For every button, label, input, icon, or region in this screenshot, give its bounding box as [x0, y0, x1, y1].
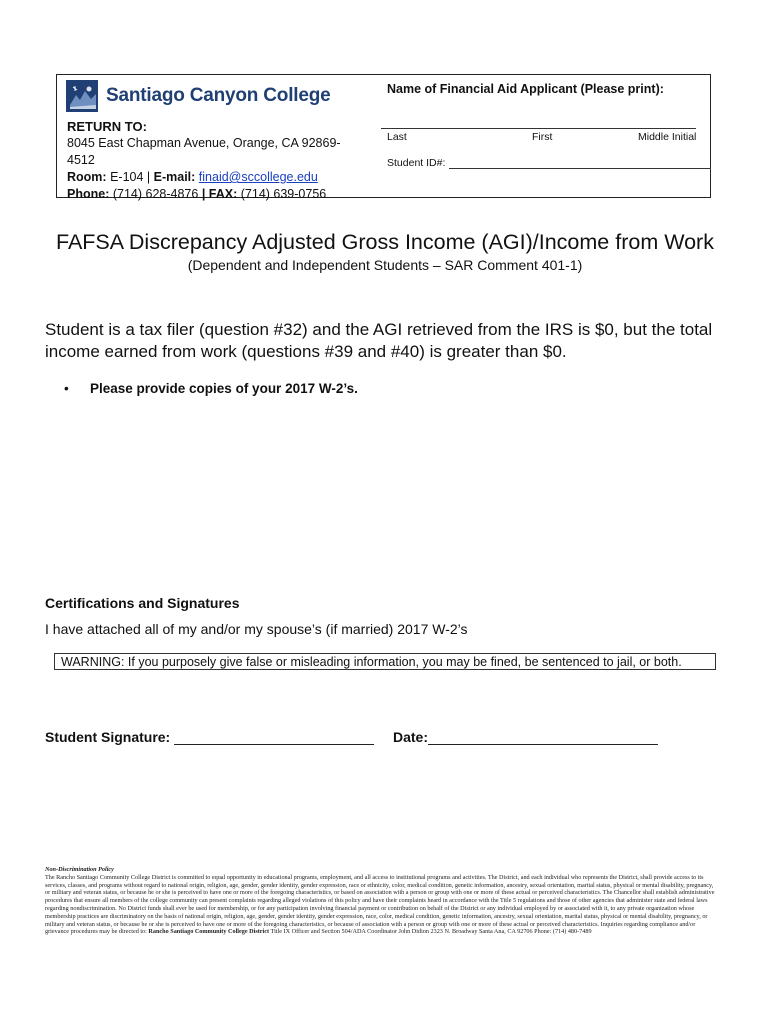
return-to-label: RETURN TO:	[67, 119, 147, 134]
certifications-text: I have attached all of my and/or my spouse’s (if married) 2017 W-2’s	[45, 621, 468, 637]
policy-title: Non-Discrimination Policy	[45, 866, 114, 873]
college-logo	[66, 80, 331, 112]
address: 8045 East Chapman Avenue, Orange, CA 92869-4512	[67, 136, 341, 167]
bullet-text: Please provide copies of your 2017 W-2’s.	[90, 381, 358, 396]
return-to-block	[67, 118, 367, 203]
fax-label: | FAX:	[201, 187, 238, 201]
college-name: Santiago Canyon College	[106, 85, 331, 106]
fax-value: (714) 639-0756	[240, 187, 327, 201]
room-email-line	[67, 169, 367, 186]
date-field[interactable]	[428, 731, 658, 745]
email-link[interactable]: finaid@sccollege.edu	[198, 170, 318, 184]
phone-label: Phone:	[67, 187, 110, 201]
certifications-heading: Certifications and Signatures	[45, 595, 240, 611]
middle-initial-label: Middle Initial	[638, 131, 697, 143]
policy-tail: Title IX Officer and Section 504/ADA Coordinator John Didion 2323 N. Broadway Santa Ana, CA 92706 Phone: (714) 480-7489	[270, 928, 592, 936]
bullet-item	[64, 381, 358, 396]
first-name-label: First	[532, 131, 553, 143]
date-row	[393, 729, 658, 745]
warning-box: WARNING: If you purposely give false or misleading information, you may be fined, be sentenced to jail, or both.	[54, 653, 716, 670]
student-id-field[interactable]	[449, 159, 711, 169]
college-seal-icon	[66, 80, 98, 112]
policy-body: The Rancho Santiago Community College District is committed to equal opportunity in educational programs, employment, and all access to institutional programs and activities. The District, and each individual who represents the District, shall provide access to its services, classes, and programs without regard to national origin, religion, age, gender, gender identity, gender expression, race or ethnicity, color, medical condition, genetic information, ancestry, sexual orientation, marital status, physical or mental disability, pregnancy, or military and veteran status, or because he or she is perceived to have one or more of the foregoing characteristics, or based on association with a person or group with one or more of these actual or perceived characteristics. The Chancellor shall establish administrative procedures that ensure all members of the college community can present complaints regarding alleged violations of this policy and have their complaints heard in accordance with the Title 5 regulations and those of other agencies that administer state and federal laws regarding nondiscrimination. No District funds shall ever be used for membership, or for any participation involving financial payment or contribution on behalf of the District or any individual employed by or associated with it, to any private organization whose membership practices are discriminatory on the basis of national origin, religion, age, gender, gender identity, gender expression, race, color, medical condition, genetic information, ancestry, sexual orientation, marital status, physical or mental disability, pregnancy, or military and veteran status, or because he or she is perceived to have one or more of the foregoing characteristics, or because of association with a person or group with one or more of these actual or perceived characteristics. Inquiries regarding compliance and/or grievance procedures may be directed to:	[45, 873, 715, 936]
applicant-name-field[interactable]	[381, 128, 696, 129]
student-id-row	[387, 157, 711, 169]
student-id-label: Student ID#:	[387, 157, 446, 169]
page-title: FAFSA Discrepancy Adjusted Gross Income (AGI)/Income from Work	[56, 230, 714, 254]
last-name-label: Last	[387, 131, 407, 143]
statement-text: Student is a tax filer (question #32) and the AGI retrieved from the IRS is $0, but the total income earned from work (questions #39 and #40) is greater than $0.	[45, 320, 713, 361]
date-label: Date:	[393, 729, 429, 745]
page-subtitle: (Dependent and Independent Students – SAR Comment 401-1)	[187, 257, 583, 273]
applicant-name-title: Name of Financial Aid Applicant (Please print):	[387, 82, 664, 96]
phone-fax-line	[67, 186, 367, 203]
non-discrimination-policy	[45, 866, 717, 936]
student-signature-row	[45, 729, 374, 745]
student-signature-label: Student Signature:	[45, 729, 171, 745]
room-value: E-104 |	[110, 170, 151, 184]
phone-value: (714) 628-4876	[112, 187, 199, 201]
policy-district: Rancho Santiago Community College District	[148, 928, 270, 936]
email-label: E-mail:	[153, 170, 196, 184]
room-label: Room:	[67, 170, 107, 184]
student-signature-field[interactable]	[174, 731, 374, 745]
bullet-icon: •	[64, 381, 69, 396]
